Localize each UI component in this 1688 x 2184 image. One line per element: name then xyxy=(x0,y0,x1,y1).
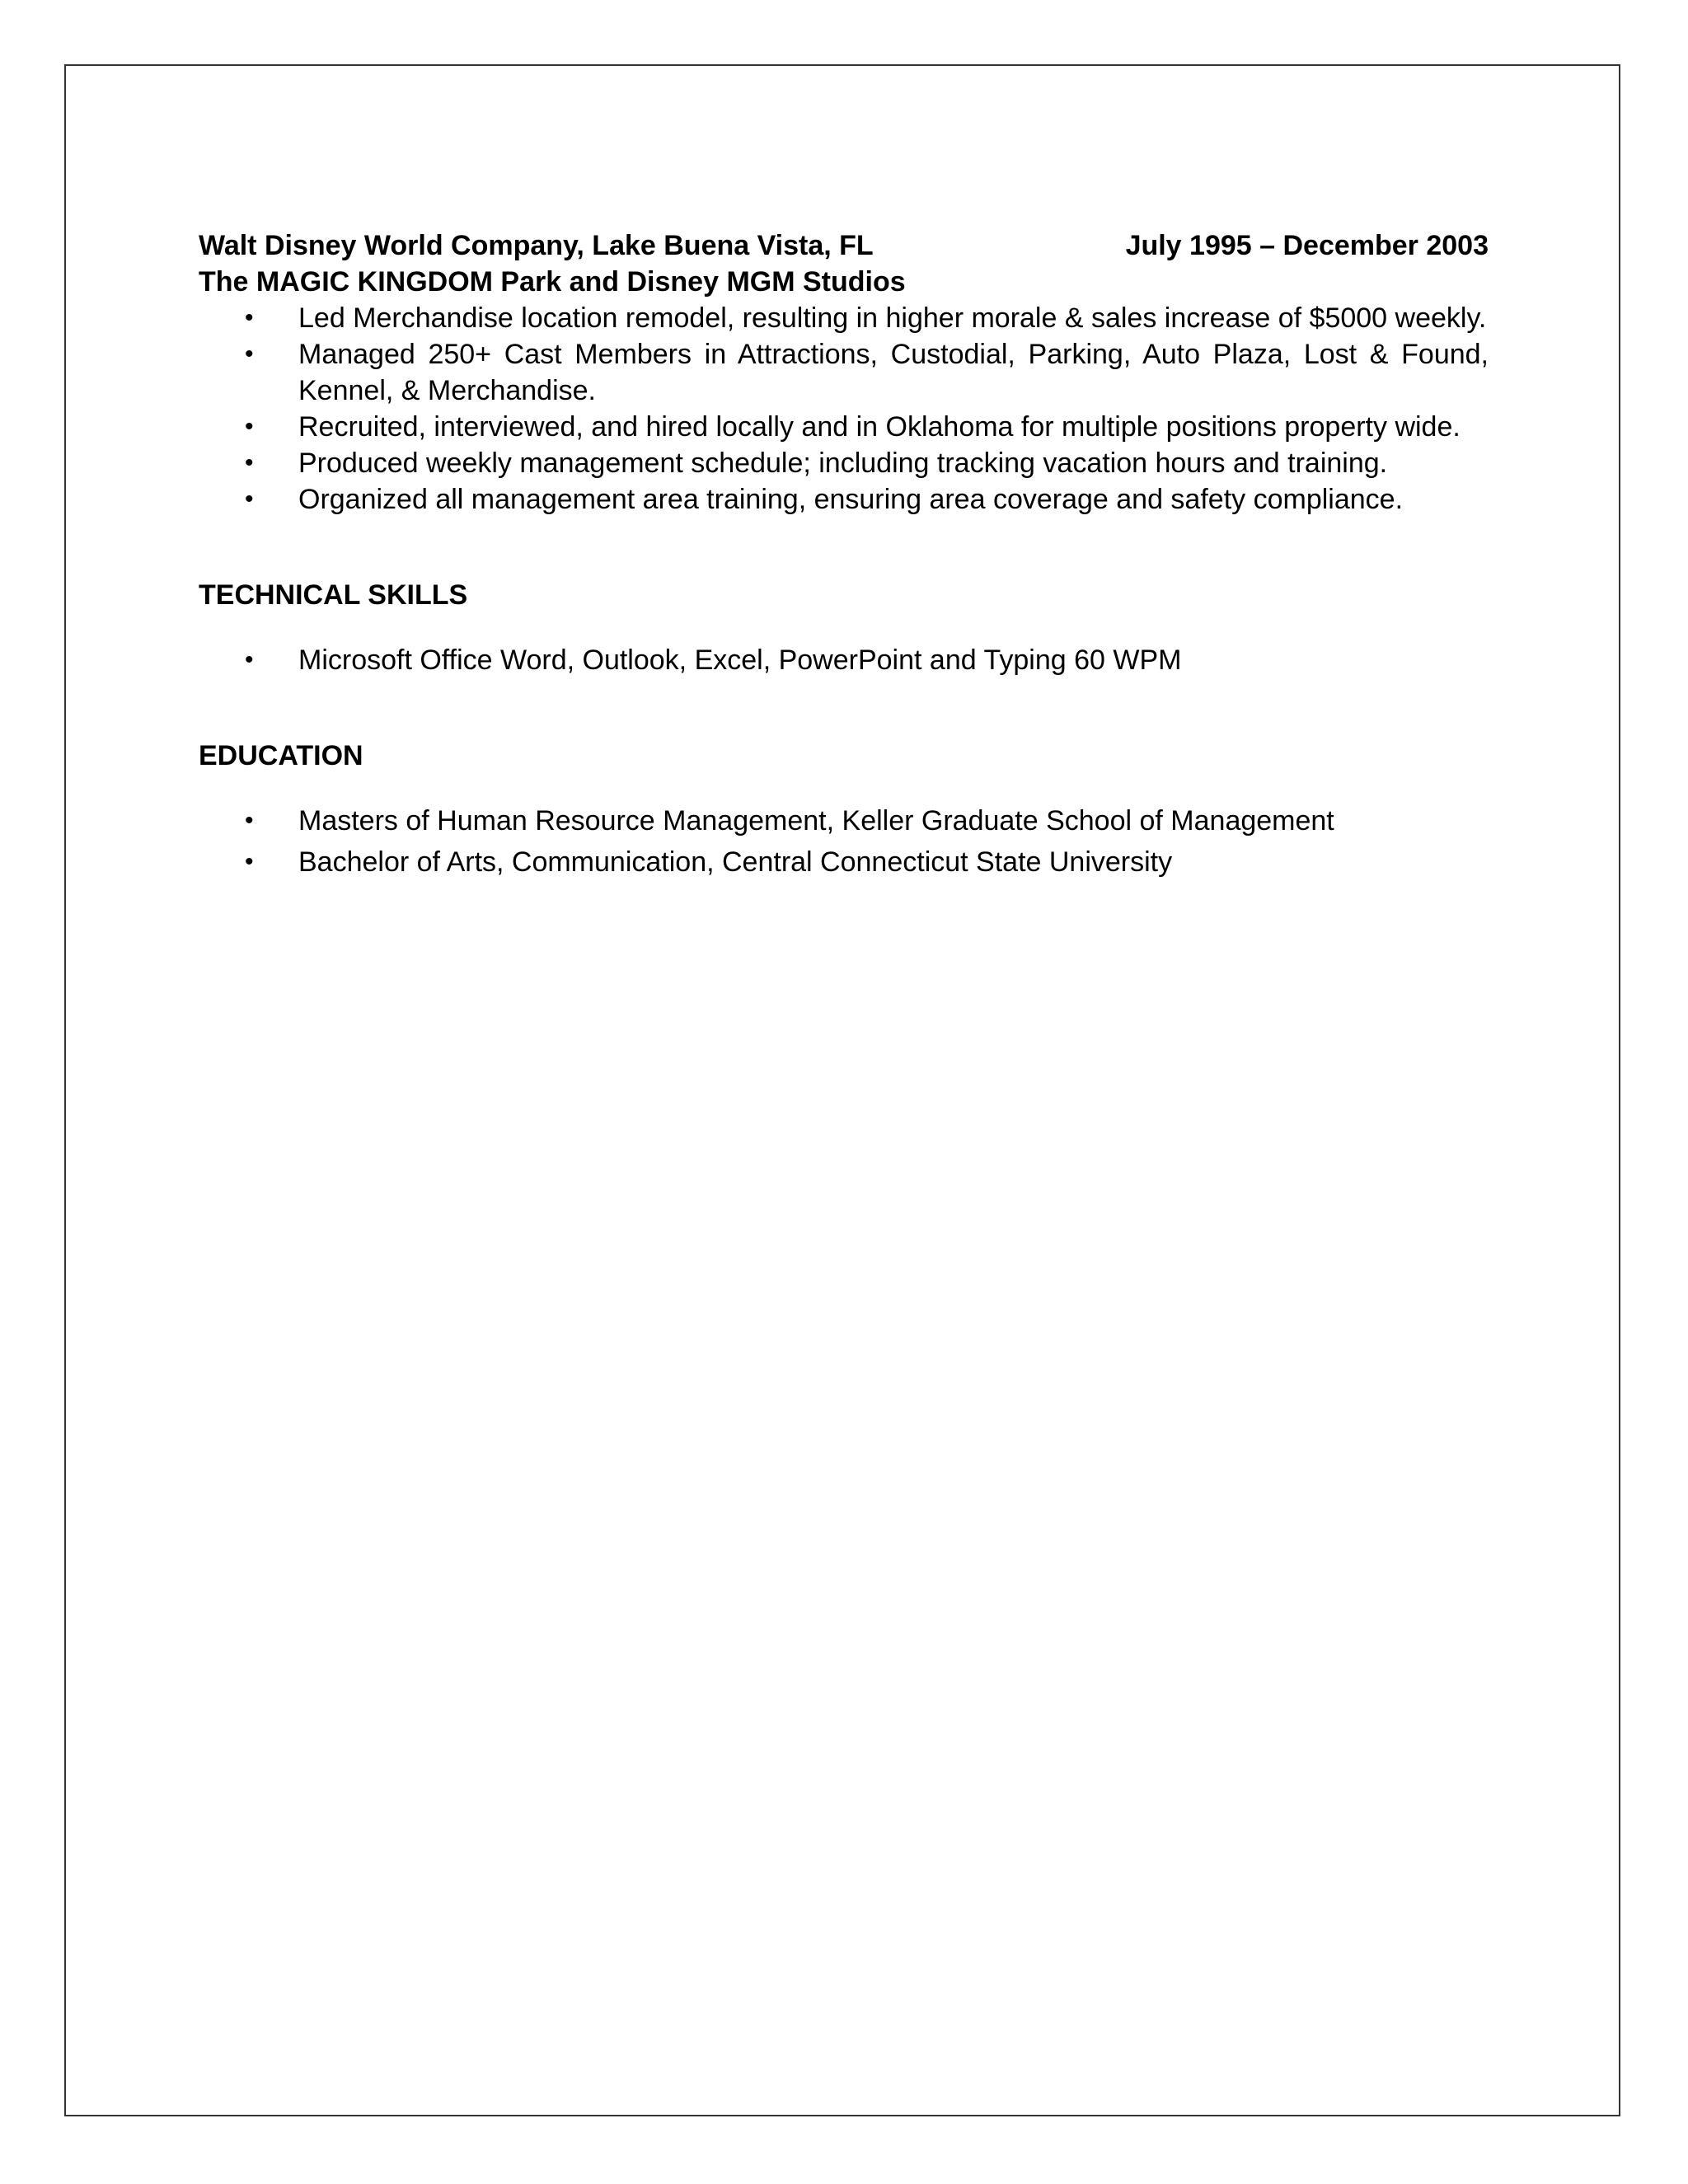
education-heading: EDUCATION xyxy=(199,740,363,771)
list-item: • Recruited, interviewed, and hired locally and in Oklahoma for multiple positions property wide. xyxy=(199,409,1489,445)
bullet-icon: • xyxy=(245,304,254,331)
list-item: • Produced weekly management schedule; including tracking vacation hours and training. xyxy=(199,445,1489,481)
list-item: • Microsoft Office Word, Outlook, Excel, PowerPoint and Typing 60 WPM xyxy=(199,642,1489,678)
bullet-icon: • xyxy=(245,413,254,440)
list-item: • Managed 250+ Cast Members in Attractions, Custodial, Parking, Auto Plaza, Lost & Found, Kennel, & Merchandise. xyxy=(199,336,1489,409)
bullet-icon: • xyxy=(245,449,254,476)
bullet-icon: • xyxy=(245,807,254,834)
job-header xyxy=(199,227,1489,264)
company-name: Walt Disney World Company, Lake Buena Vista, FL xyxy=(199,230,874,261)
bullet-icon: • xyxy=(245,646,254,673)
list-item: • Organized all management area training, ensuring area coverage and safety compliance. xyxy=(199,481,1489,518)
bullet-icon: • xyxy=(245,848,254,875)
list-item: • Bachelor of Arts, Communication, Central Connecticut State University xyxy=(199,844,1489,880)
bullet-icon: • xyxy=(245,340,254,368)
education-list xyxy=(199,803,1489,880)
experience-bullets xyxy=(199,300,1489,518)
resume-content xyxy=(199,227,1489,885)
job-subtitle: The MAGIC KINGDOM Park and Disney MGM Studios xyxy=(199,266,906,298)
bullet-icon: • xyxy=(245,485,254,513)
list-item: • Masters of Human Resource Management, Keller Graduate School of Management xyxy=(199,803,1489,839)
technical-skills-list xyxy=(199,642,1489,678)
technical-skills-heading: TECHNICAL SKILLS xyxy=(199,579,468,611)
list-item: • Led Merchandise location remodel, resulting in higher morale & sales increase of $5000 weekly. xyxy=(199,300,1489,336)
employment-dates: July 1995 – December 2003 xyxy=(1125,230,1489,261)
